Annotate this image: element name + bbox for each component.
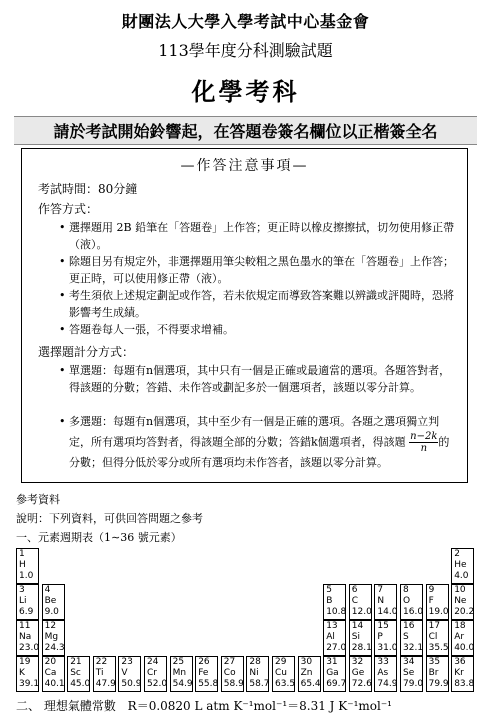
element-symbol: S bbox=[403, 632, 409, 642]
element-number: 35 bbox=[428, 657, 441, 667]
element-number: 30 bbox=[300, 657, 313, 667]
element-mass: 45.0 bbox=[70, 679, 91, 689]
element-number: 23 bbox=[121, 657, 133, 667]
single-choice-text: 單選題：每題有n個選項，其中只有一個是正確或最適當的選項。各題答對者，得該題的分數；答錯、未作答或劃記多於一個選項者，該題以零分計算。 bbox=[69, 364, 451, 394]
element-number: 20 bbox=[44, 657, 57, 667]
fraction-denominator: n bbox=[420, 443, 428, 454]
element-cell-ca bbox=[42, 656, 65, 692]
method-item-text: 答題卷每人一張，不得要求增補。 bbox=[69, 323, 234, 336]
element-symbol: Br bbox=[428, 668, 439, 678]
element-mass: 19.0 bbox=[428, 607, 449, 617]
element-cell-si bbox=[349, 620, 372, 656]
element-mass: 58.9 bbox=[223, 679, 244, 689]
element-symbol: Fe bbox=[198, 668, 209, 678]
element-number: 10 bbox=[454, 585, 466, 595]
element-mass: 31.0 bbox=[377, 643, 398, 653]
gas-constant bbox=[16, 697, 392, 714]
element-mass: 35.5 bbox=[428, 643, 449, 653]
element-number: 2 bbox=[454, 549, 460, 559]
element-number: 13 bbox=[326, 621, 338, 631]
element-number: 32 bbox=[351, 657, 364, 667]
element-symbol: Cu bbox=[275, 668, 287, 678]
scoring-heading: 選擇題計分方式： bbox=[38, 345, 135, 359]
element-cell-n bbox=[374, 584, 397, 620]
element-mass: 54.9 bbox=[172, 679, 193, 689]
periodic-table-heading: 一、元素週期表（1∼36 號元素） bbox=[16, 531, 182, 544]
element-mass: 40.1 bbox=[44, 679, 65, 689]
element-symbol: Si bbox=[351, 632, 361, 642]
element-cell-he bbox=[451, 548, 474, 584]
method-item: • 除題目另有規定外，非選擇題用筆尖較粗之黑色墨水的筆在「答題卷」上作答；更正時，可以使用修正帶（液）。 bbox=[59, 255, 454, 285]
element-symbol: P bbox=[377, 632, 383, 642]
element-cell-cl bbox=[426, 620, 449, 656]
multi-choice-rule: • 多選題：每題有n個選項，其中至少有一個是正確的選項。各題之選項獨立判定，所有選項均答對者，得該題全部的分數；答錯k個選項者，得該題 $\frac{n-2k}{n}$ 的分數；但得分低於零分或所有選項均未作答者，該題以零分計算。 bbox=[59, 415, 450, 469]
element-number: 31 bbox=[326, 657, 338, 667]
element-symbol: Kr bbox=[454, 668, 464, 678]
element-cell-h bbox=[16, 548, 39, 584]
element-cell-v bbox=[118, 656, 141, 692]
element-mass: 6.9 bbox=[19, 607, 34, 617]
element-number: 22 bbox=[95, 657, 108, 667]
element-cell-ge bbox=[349, 656, 372, 692]
element-symbol: Ne bbox=[454, 596, 467, 606]
element-cell-zn bbox=[298, 656, 321, 692]
element-number: 29 bbox=[275, 657, 287, 667]
element-symbol: Be bbox=[44, 596, 57, 606]
element-number: 11 bbox=[19, 621, 31, 631]
element-number: 28 bbox=[249, 657, 261, 667]
element-symbol: F bbox=[428, 596, 434, 606]
reference-title: 參考資料 bbox=[16, 493, 60, 506]
element-symbol: Ge bbox=[351, 668, 365, 678]
element-mass: 58.7 bbox=[249, 679, 270, 689]
element-symbol: Al bbox=[326, 632, 335, 642]
element-cell-c bbox=[349, 584, 372, 620]
exam-time: 考試時間：80分鐘 bbox=[38, 182, 138, 196]
element-number: 26 bbox=[198, 657, 210, 667]
element-cell-mn bbox=[170, 656, 193, 692]
element-mass: 50.9 bbox=[121, 679, 142, 689]
element-symbol: H bbox=[19, 560, 26, 570]
element-symbol: K bbox=[19, 668, 25, 678]
element-symbol: Na bbox=[19, 632, 32, 642]
element-mass: 79.0 bbox=[403, 679, 424, 689]
element-number: 12 bbox=[44, 621, 57, 631]
element-number: 16 bbox=[403, 621, 415, 631]
gas-constant-label: 二、 理想氣體常數 bbox=[16, 699, 116, 713]
element-mass: 12.0 bbox=[351, 607, 372, 617]
element-mass: 27.0 bbox=[326, 643, 347, 653]
element-number: 6 bbox=[351, 585, 358, 595]
element-number: 19 bbox=[19, 657, 31, 667]
element-number: 17 bbox=[428, 621, 441, 631]
element-cell-ga bbox=[323, 656, 346, 692]
subject-title: 化學考科 bbox=[191, 77, 300, 106]
element-mass: 9.0 bbox=[44, 607, 59, 617]
element-symbol: Li bbox=[19, 596, 27, 606]
element-mass: 63.5 bbox=[275, 679, 296, 689]
method-heading: 作答方式： bbox=[38, 202, 99, 216]
element-mass: 28.1 bbox=[351, 643, 372, 653]
element-symbol: Mg bbox=[44, 632, 59, 642]
element-number: 3 bbox=[19, 585, 25, 595]
element-cell-cu bbox=[272, 656, 295, 692]
element-number: 14 bbox=[351, 621, 364, 631]
element-cell-sc bbox=[67, 656, 90, 692]
element-symbol: B bbox=[326, 596, 333, 606]
single-choice-rule: • 單選題：每題有n個選項，其中只有一個是正確或最適當的選項。各題答對者，得該題的分數；答錯、未作答或劃記多於一個選項者，該題以零分計算。 bbox=[59, 364, 451, 394]
element-mass: 69.7 bbox=[326, 679, 347, 689]
element-cell-be bbox=[42, 584, 65, 620]
element-cell-kr bbox=[451, 656, 474, 692]
element-mass: 1.0 bbox=[19, 571, 34, 581]
element-number: 7 bbox=[377, 585, 384, 595]
element-cell-al bbox=[323, 620, 346, 656]
element-cell-s bbox=[400, 620, 423, 656]
fraction-numerator: n−2k bbox=[410, 431, 438, 442]
element-symbol: N bbox=[377, 596, 385, 606]
gas-constant-value: R＝0.0820 L atm K⁻¹mol⁻¹＝8.31 J K⁻¹mol⁻¹ bbox=[127, 699, 392, 713]
element-mass: 10.8 bbox=[326, 607, 347, 617]
element-cell-ne bbox=[451, 584, 474, 620]
element-symbol: Mn bbox=[172, 668, 187, 678]
element-cell-ar bbox=[451, 620, 474, 656]
element-mass: 74.9 bbox=[377, 679, 398, 689]
element-number: 5 bbox=[326, 585, 332, 595]
element-symbol: Ti bbox=[95, 668, 104, 678]
element-number: 33 bbox=[377, 657, 389, 667]
element-number: 25 bbox=[172, 657, 185, 667]
element-cell-ni bbox=[246, 656, 269, 692]
reference-desc: 說明：下列資料，可供回答問題之參考 bbox=[16, 512, 203, 525]
element-number: 18 bbox=[454, 621, 466, 631]
element-mass: 72.6 bbox=[351, 679, 372, 689]
element-cell-k bbox=[16, 656, 39, 692]
element-cell-ti bbox=[93, 656, 116, 692]
instructions-title: —作答注意事項— bbox=[180, 158, 309, 174]
element-cell-na bbox=[16, 620, 39, 656]
element-symbol: Ca bbox=[44, 668, 57, 678]
element-cell-mg bbox=[42, 620, 65, 656]
score-fraction bbox=[409, 431, 438, 454]
element-cell-cr bbox=[144, 656, 167, 692]
element-symbol: Se bbox=[403, 668, 415, 678]
element-mass: 24.3 bbox=[44, 643, 65, 653]
element-mass: 23.0 bbox=[19, 643, 40, 653]
element-cell-br bbox=[426, 656, 449, 692]
element-number: 36 bbox=[454, 657, 466, 667]
method-item: • 考生須依上述規定劃記或作答，若未依規定而導致答案難以辨識或評閱時，恐將影響考生成績。 bbox=[59, 289, 454, 319]
element-number: 9 bbox=[428, 585, 435, 595]
element-cell-co bbox=[221, 656, 244, 692]
element-mass: 32.1 bbox=[403, 643, 424, 653]
element-symbol: Ga bbox=[326, 668, 339, 678]
method-item-text: 選擇題用 2B 鉛筆在「答題卷」上作答；更正時以橡皮擦擦拭，切勿使用修正帶（液）。 bbox=[69, 221, 455, 251]
element-cell-se bbox=[400, 656, 423, 692]
method-item-text: 考生須依上述規定劃記或作答，若未依規定而導致答案難以辨識或評閱時，恐將影響考生成績。 bbox=[69, 289, 454, 319]
element-number: 15 bbox=[377, 621, 389, 631]
multi-choice-text-1: 多選題：每題有n個選項，其中至少有一個是正確的選項。各題之選項獨立判定，所有選項均答對者，得該題全部的分數；答錯k個選項者，得該題 bbox=[69, 415, 440, 449]
element-symbol: O bbox=[403, 596, 411, 606]
element-symbol: Ar bbox=[454, 632, 465, 642]
method-item-text: 除題目另有規定外，非選擇題用筆尖較粗之黑色墨水的筆在「答題卷」上作答；更正時，可以使用修正帶（液）。 bbox=[69, 255, 454, 285]
element-mass: 83.8 bbox=[454, 679, 475, 689]
element-symbol: Ni bbox=[249, 668, 259, 678]
element-cell-li bbox=[16, 584, 39, 620]
element-mass: 4.0 bbox=[454, 571, 469, 581]
element-number: 24 bbox=[147, 657, 159, 667]
element-mass: 39.1 bbox=[19, 679, 40, 689]
method-item: • 選擇題用 2B 鉛筆在「答題卷」上作答；更正時以橡皮擦擦拭，切勿使用修正帶（液）。 bbox=[59, 221, 455, 251]
element-number: 8 bbox=[403, 585, 409, 595]
instructions-box bbox=[21, 148, 468, 483]
element-symbol: As bbox=[377, 668, 389, 678]
element-mass: 79.9 bbox=[428, 679, 449, 689]
element-number: 27 bbox=[223, 657, 236, 667]
element-cell-p bbox=[374, 620, 397, 656]
element-symbol: He bbox=[454, 560, 467, 570]
element-mass: 52.0 bbox=[147, 679, 168, 689]
element-mass: 40.0 bbox=[454, 643, 475, 653]
element-number: 21 bbox=[70, 657, 82, 667]
element-cell-b bbox=[323, 584, 346, 620]
element-number: 34 bbox=[403, 657, 415, 667]
element-symbol: Sc bbox=[70, 668, 81, 678]
sign-notice-banner: 請於考試開始鈴響起，在答題卷簽名欄位以正楷簽全名 bbox=[14, 116, 477, 145]
element-symbol: C bbox=[351, 596, 359, 606]
element-symbol: Cl bbox=[428, 632, 438, 642]
element-symbol: Cr bbox=[147, 668, 157, 678]
element-cell-fe bbox=[195, 656, 218, 692]
element-mass: 14.0 bbox=[377, 607, 398, 617]
element-cell-as bbox=[374, 656, 397, 692]
element-cell-f bbox=[426, 584, 449, 620]
element-symbol: V bbox=[121, 668, 128, 678]
element-number: 1 bbox=[19, 549, 25, 559]
element-symbol: Co bbox=[223, 668, 236, 678]
method-item: • 答題卷每人一張，不得要求增補。 bbox=[59, 323, 234, 336]
element-mass: 55.8 bbox=[198, 679, 219, 689]
exam-title: 113學年度分科測驗試題 bbox=[158, 41, 333, 60]
element-cell-o bbox=[400, 584, 423, 620]
element-mass: 47.9 bbox=[95, 679, 116, 689]
multi-choice-text-2: 的分數；但得分低於零分或所有選項均未作答者，該題以零分計算。 bbox=[69, 435, 450, 469]
element-mass: 65.4 bbox=[300, 679, 321, 689]
element-symbol: Zn bbox=[300, 668, 313, 678]
element-number: 4 bbox=[44, 585, 51, 595]
element-mass: 20.2 bbox=[454, 607, 475, 617]
organization-title: 財團法人大學入學考試中心基金會 bbox=[121, 12, 370, 31]
element-mass: 16.0 bbox=[403, 607, 424, 617]
